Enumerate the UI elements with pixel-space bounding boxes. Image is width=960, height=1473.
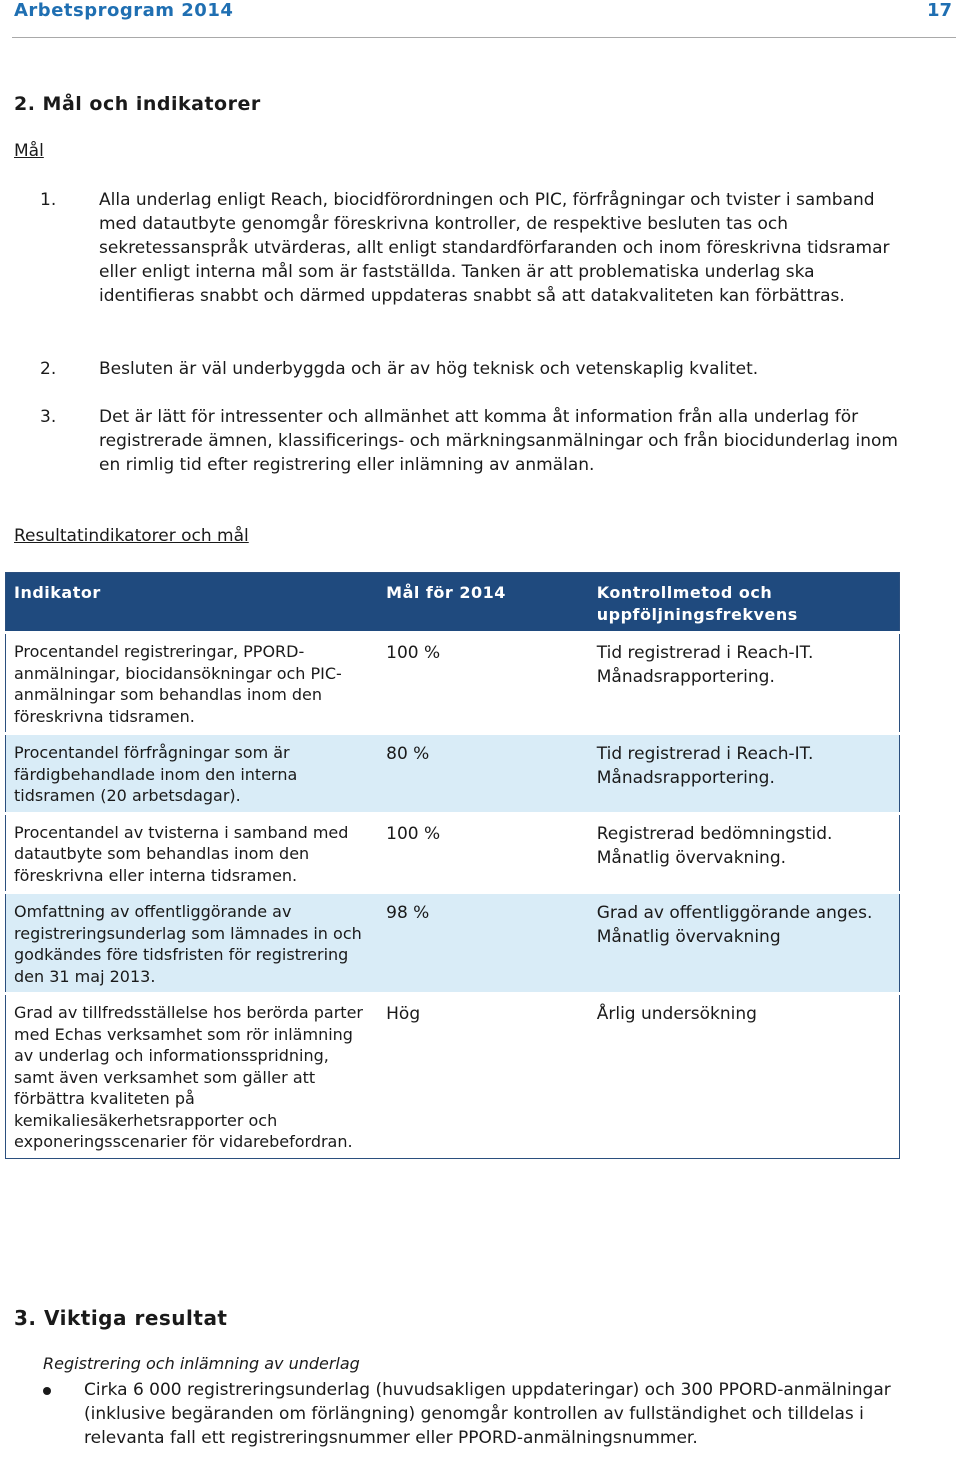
target-cell: 100 % [378, 813, 589, 893]
header-divider [12, 37, 956, 38]
goal-number: 3. [40, 407, 57, 427]
indicator-cell: Procentandel förfrågningar som är färdigbehandlade inom den interna tidsramen (20 arbetsdagar). [6, 734, 379, 814]
target-cell: 100 % [378, 633, 589, 734]
document-header-title: Arbetsprogram 2014 [14, 0, 234, 21]
bullet-dot-icon [43, 1387, 51, 1395]
table-row [6, 734, 900, 814]
goals-label: Mål [14, 141, 44, 161]
results-heading: 3. Viktiga resultat [14, 1306, 228, 1330]
goal-text: Det är lätt för intressenter och allmänhet att komma åt information från alla underlag för registrerade ämnen, klassificerings- och märkningsanmälningar och från biocidunderlag inom en rimlig tid efter registrering eller inlämning av anmälan. [99, 407, 898, 475]
table-row [6, 893, 900, 994]
target-cell: Hög [378, 994, 589, 1159]
goal-text: Alla underlag enligt Reach, biocidförordningen och PIC, förfrågningar och tvister i samband med datautbyte genomgår föreskrivna kontroller, de respektive besluten tas och sekretessanspråk utvärderas, allt enligt standardförfaranden och inom föreskrivna tidsramar eller enligt interna mål som är fastställda. Tanken är att problematiska underlag ska identifieras snabbt och därmed uppdateras snabbt så att datakvaliteten kan förbättras. [99, 190, 890, 306]
indicator-cell: Grad av tillfredsställelse hos berörda parter med Echas verksamhet som rör inlämning av underlag och informationsspridning, samt även verksamhet som gäller att förbättra kvaliteten på kemikaliesäkerhetsrapporter och exponeringsscenarier för vidarebefordran. [6, 994, 379, 1159]
bullet-text: Cirka 6 000 registreringsunderlag (huvudsakligen uppdateringar) och 300 PPORD-anmälningar (inklusive begäranden om förlängning) genomgår kontrollen av fullständighet och tilldelas i relevanta fall ett registreringsnummer eller PPORD-anmälningsnummer. [84, 1380, 891, 1448]
results-subheading: Registrering och inlämning av underlag [43, 1354, 360, 1373]
method-cell: Tid registrerad i Reach-IT. Månadsrapportering. [589, 734, 900, 814]
goal-number: 1. [40, 190, 57, 210]
goal-text: Besluten är väl underbyggda och är av hög teknisk och vetenskaplig kvalitet. [99, 359, 759, 379]
target-cell: 98 % [378, 893, 589, 994]
goal-number: 2. [40, 359, 57, 379]
table-row [6, 633, 900, 734]
method-cell: Årlig undersökning [589, 994, 900, 1159]
column-header-target: Mål för 2014 [378, 573, 589, 633]
column-header-indicator: Indikator [6, 573, 379, 633]
table-header-row [6, 573, 900, 633]
method-cell: Registrerad bedömningstid. Månatlig övervakning. [589, 813, 900, 893]
table-row [6, 813, 900, 893]
page-number: 17 [926, 0, 952, 21]
column-header-method: Kontrollmetod och uppföljningsfrekvens [589, 573, 900, 633]
indicator-cell: Omfattning av offentliggörande av registreringsunderlag som lämnades in och godkändes före tidsfristen för registrering den 31 maj 2013. [6, 893, 379, 994]
indicator-table [5, 572, 900, 1159]
section-heading: 2. Mål och indikatorer [14, 93, 261, 115]
target-cell: 80 % [378, 734, 589, 814]
method-cell: Grad av offentliggörande anges. Månatlig övervakning [589, 893, 900, 994]
indicator-cell: Procentandel registreringar, PPORD-anmälningar, biocidansökningar och PIC-anmälningar som behandlas inom den föreskrivna tidsramen. [6, 633, 379, 734]
indicator-cell: Procentandel av tvisterna i samband med datautbyte som behandlas inom den föreskrivna eller interna tidsramen. [6, 813, 379, 893]
method-cell: Tid registrerad i Reach-IT. Månadsrapportering. [589, 633, 900, 734]
indicators-label: Resultatindikatorer och mål [14, 526, 249, 546]
table-row [6, 994, 900, 1159]
